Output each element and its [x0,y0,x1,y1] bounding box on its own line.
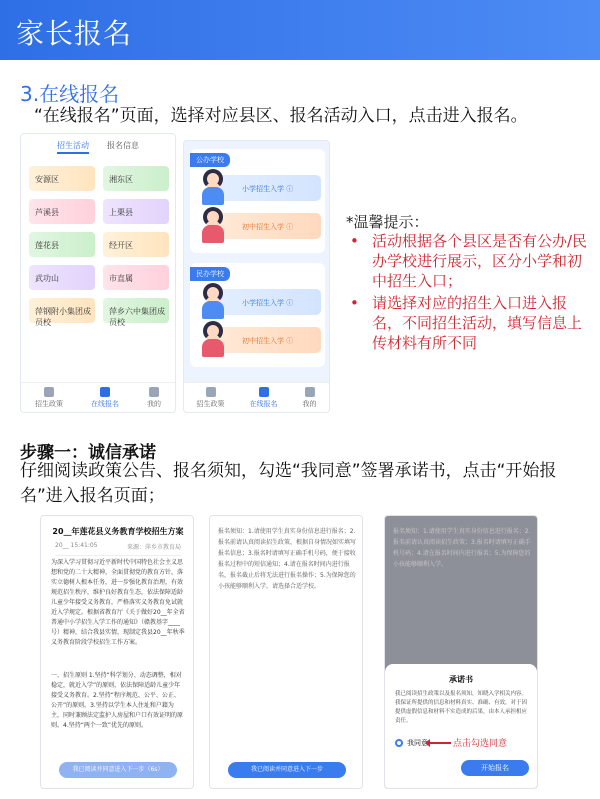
primary-school-entry[interactable]: 小学招生入学 ⓘ [216,175,321,201]
edit-icon [259,387,269,397]
student-illustration [198,169,228,205]
document-title: 20__年莲花县义务教育学校招生方案 [52,527,184,536]
junior-school-entry[interactable]: 初中招生入学 ⓘ [216,213,321,239]
tip-item: • 请选择对应的招生入口进入报名，不同招生活动，填写信息上传材料有所不同 [346,293,596,353]
nav-online-enroll[interactable] [250,387,278,412]
edit-icon [100,387,110,397]
document-date: 20__ 15:41:05 [55,542,98,549]
district-card[interactable]: 上栗县 [103,199,169,224]
tips-title: *温馨提示： [346,213,429,231]
junior-school-entry[interactable]: 初中招生入学 ⓘ [216,327,321,353]
district-card[interactable]: 莲花县 [29,232,95,257]
nav-online-enroll[interactable] [91,387,119,412]
header-banner [0,0,600,60]
district-card[interactable]: 武功山 [29,265,95,290]
primary-school-entry[interactable]: 小学招生入学 ⓘ [216,289,321,315]
commitment-screen [384,515,538,789]
nav-mine[interactable] [303,387,317,412]
step-description: 仔细阅读政策公告、报名须知，勾选“我同意”签署承诺书，点击“开始报名”进入报名页面； [20,461,557,506]
enrollment-notice: 报名须知：1.请使用学生真实身份信息进行报名；2.报名前请认真阅读招生政策；3.报名时请填写正确手机号码；4.请在报名时间内进行报名；5.为保障您的小孩能够顺利入学。 [393,528,531,568]
user-icon [149,387,159,397]
district-card[interactable]: 经开区 [103,232,169,257]
district-card[interactable]: 萍钢附小集团成员校 [29,298,95,323]
private-school-card [190,263,325,367]
annotation-text: 点击勾选同意 [453,739,508,749]
enrollment-notice: 报名须知：1.请使用学生真实身份信息进行报名；2.报名前请认真阅读招生政策，根据自身情况如实填写报名信息；3.报名时请填写正确手机号码，便于接收报名过程中的短信通知；4.请在报名时间内进行报名，报名截止后将无法进行报名操作；5.为保障您的小孩能够顺利入学，请选择合适学校。 [218,528,357,590]
nav-label: 我的 [147,400,161,408]
nav-label: 招生政策 [196,400,225,408]
document-icon [206,387,216,397]
district-card[interactable]: 安源区 [29,166,95,191]
user-icon [305,387,315,397]
read-agree-next-button[interactable]: 我已阅读并同意进入下一步 [228,762,346,778]
district-grid [29,166,169,327]
tips-list [346,231,596,355]
section-title: 3.在线报名 [20,82,120,106]
document-body: 为深入学习贯彻习近平新时代中国特色社会主义思想和党的二十大精神，全面贯彻党的教育方针，落实立德树人根本任务，进一步强化教育治理，有效规范招生秩序，维护良好教育生态，依法保障适龄儿童少年接受义务教育，严格落实义务教育免试就近入学规定。根据省教育厅《关于做好20__年全省普通中小学招生入学工作的通知》（赣教基字____号）精神，结合我县实情，现制定我县20__年秋季义务教育阶段学校招生工作方案。 [51,559,185,646]
page-title: 家长报名 [16,17,133,50]
district-card[interactable]: 市直属 [103,265,169,290]
commitment-sheet [385,664,537,788]
nav-label: 在线报名 [249,400,278,408]
nav-mine[interactable] [147,387,161,412]
nav-label: 在线报名 [91,400,119,408]
tab-enrollment-info[interactable]: 报名信息 [107,141,139,150]
student-illustration [198,283,228,319]
agree-radio[interactable] [395,739,403,747]
tab-enrollment-activity[interactable]: 招生活动 [57,140,89,154]
policy-document-screen [40,515,194,789]
agree-row[interactable] [395,738,428,748]
student-illustration [198,207,228,243]
read-agree-next-button[interactable]: 我已阅读并同意进入下一步（6s） [59,762,177,778]
document-meta [55,542,181,556]
section-description: “在线报名”页面，选择对应县区、报名活动入口，点击进入报名。 [34,106,528,126]
nav-label: 我的 [302,400,317,408]
start-enrollment-button[interactable]: 开始报名 [461,760,529,776]
agree-label: 我同意 [407,739,428,747]
document-principles: 一、招生原则 1.坚持“科学划分、动态调整，相对稳定，就近入学”的原则，依法保障适龄儿童少年接受义务教育。2.坚持“程序规范、公平、公正、公开”的原则。3.坚持以学生本人住址和户籍为主，同时兼顾法定监护人房屋和户口有效证明的原则。4.坚持“两个一致”优先的原则。 [51,672,184,729]
commitment-title: 承诺书 [449,675,473,684]
step-title: 步骤一：诚信承诺 [20,443,156,463]
district-select-screen [20,133,176,413]
district-card[interactable]: 萍乡六中集团成员校 [103,298,169,323]
private-school-badge: 民办学校 [190,267,230,281]
tip-item: • 活动根据各个县区是否有公办/民办学校进行展示，区分小学和初中招生入口； [346,231,596,291]
commitment-text: 我已阅读招生政策以及报名须知，知晓入学相关内容。我保证所提供的信息和材料真实、准确、有效，对于因提供虚假信息和材料不实造成的后果，由本人承担相应责任。 [395,691,528,724]
notice-screen [209,515,363,789]
public-school-badge: 公办学校 [190,153,230,167]
district-card[interactable]: 湘东区 [103,166,169,191]
nav-label: 招生政策 [35,400,63,408]
document-source: 来源：萍乡市教育局 [126,544,181,551]
arrow-left-icon [429,742,451,744]
activity-tabs [21,140,175,160]
bottom-nav [21,382,175,412]
entry-select-screen [183,140,330,413]
document-icon [44,387,54,397]
district-card[interactable]: 芦溪县 [29,199,95,224]
public-school-card [190,149,325,253]
nav-policy[interactable] [35,387,63,412]
nav-policy[interactable] [197,387,225,412]
bottom-nav [184,382,329,412]
student-illustration [198,321,228,357]
